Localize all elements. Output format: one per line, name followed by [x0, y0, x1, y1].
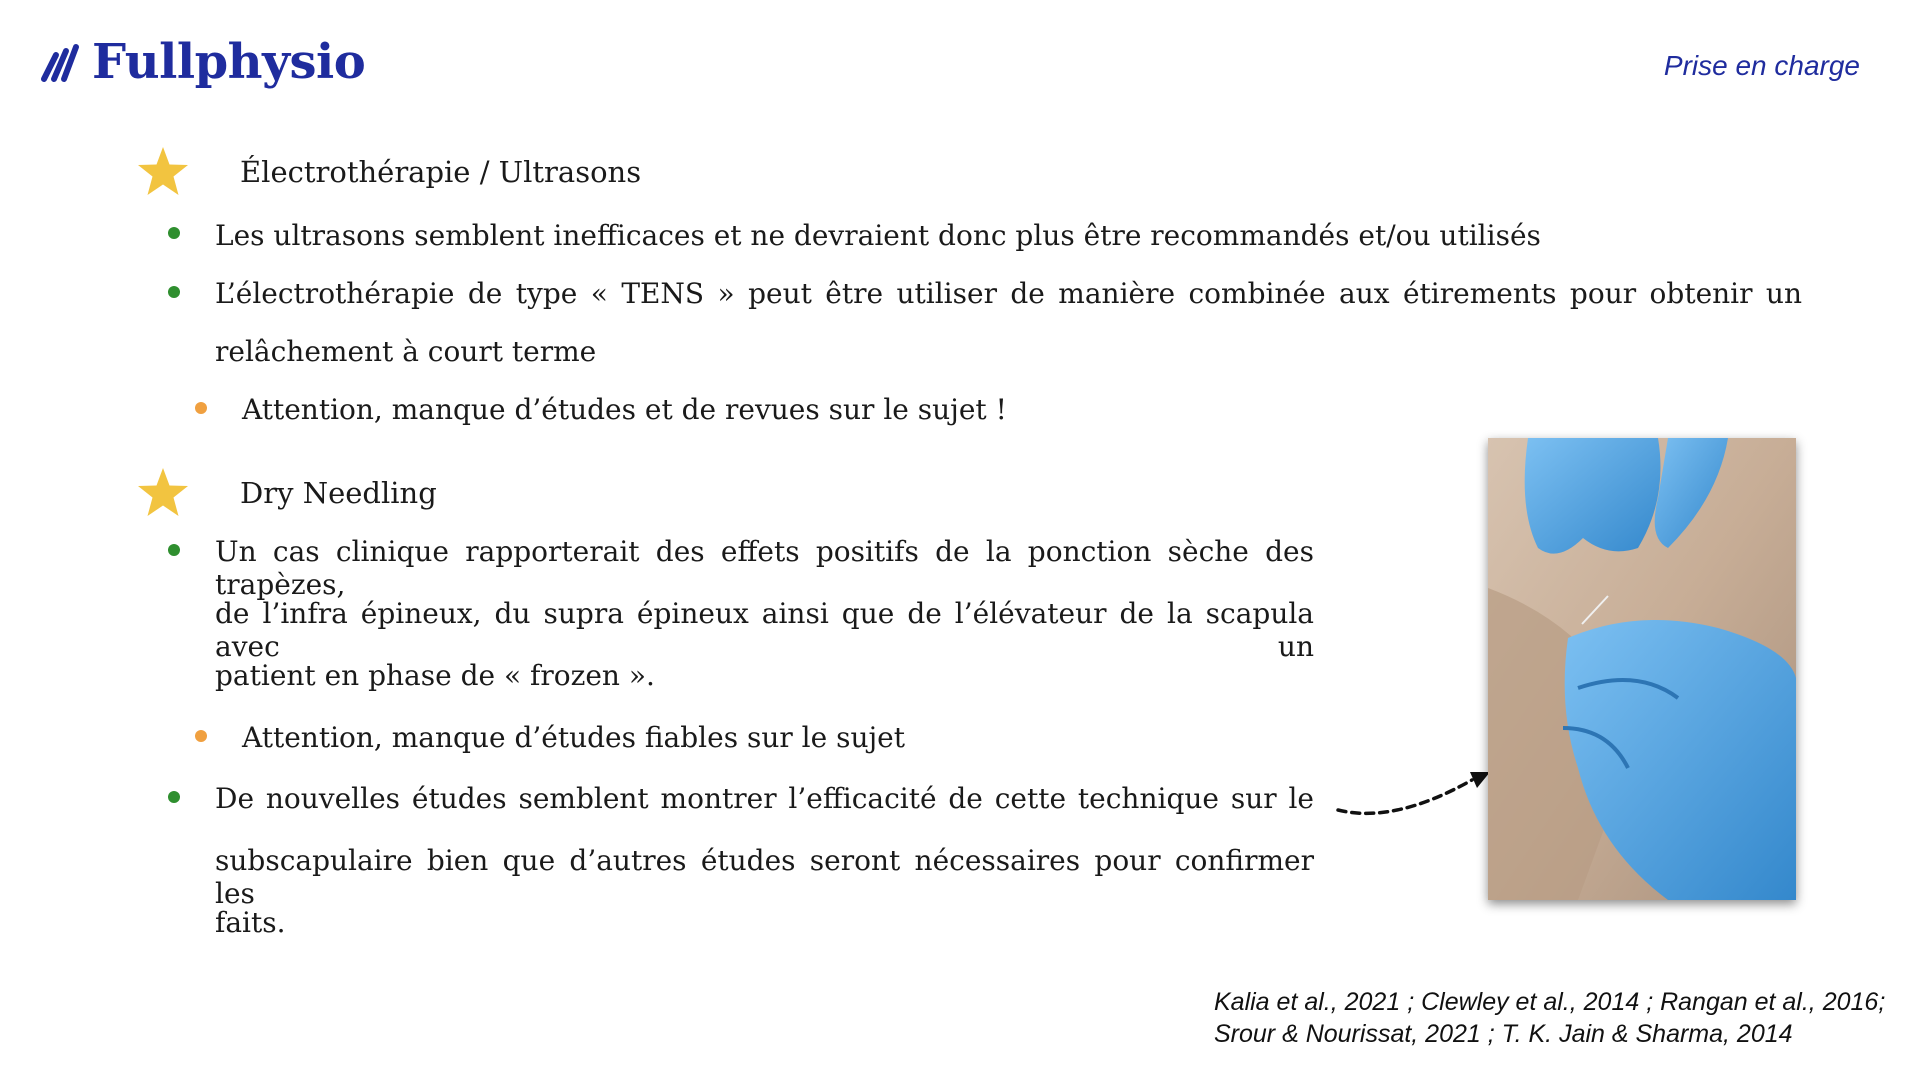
bullet-subscapulaire-line3: faits. — [215, 906, 286, 939]
sub-bullet-dot-icon — [195, 402, 207, 414]
brand-slashes-icon — [38, 39, 80, 85]
references-line2: Srour & Nourissat, 2021 ; T. K. Jain & Sharma, 2014 — [1214, 1020, 1793, 1048]
dashed-arrow-icon — [1334, 762, 1494, 822]
sub-bullet-warning-2: Attention, manque d’études fiables sur le sujet — [242, 721, 905, 754]
bullet-subscapulaire-line1: De nouvelles études semblent montrer l’efficacité de cette technique sur le — [215, 782, 1314, 815]
bullet-tens-line1: L’électrothérapie de type « TENS » peut être utiliser de manière combinée aux étirements pour obtenir un — [215, 277, 1802, 310]
heading-electrotherapie — [136, 145, 641, 199]
heading-dry-needling — [136, 466, 437, 520]
bullet-cas-clinique-line3: patient en phase de « frozen ». — [215, 659, 655, 692]
bullet-dot-icon — [168, 286, 180, 298]
heading-text: Électrothérapie / Ultrasons — [240, 154, 642, 189]
bullet-ultrasons: Les ultrasons semblent inefficaces et ne devraient donc plus être recommandés et/ou utilisés — [215, 219, 1541, 252]
star-icon — [136, 145, 190, 199]
bullet-subscapulaire-line2: subscapulaire bien que d’autres études seront nécessaires pour confirmer les — [215, 844, 1314, 910]
bullet-cas-clinique-line2: de l’infra épineux, du supra épineux ainsi que de l’élévateur de la scapula avec un — [215, 597, 1314, 663]
bullet-dot-icon — [168, 227, 180, 239]
brand-name: Fullphysio — [92, 34, 366, 90]
sub-bullet-dot-icon — [195, 730, 207, 742]
references-line1: Kalia et al., 2021 ; Clewley et al., 2014 ; Rangan et al., 2016; — [1214, 988, 1886, 1016]
brand-logo — [38, 30, 365, 94]
bullet-dot-icon — [168, 544, 180, 556]
star-icon — [136, 466, 190, 520]
dry-needling-photo — [1488, 438, 1796, 900]
section-title: Prise en charge — [1663, 50, 1860, 81]
bullet-cas-clinique-line1: Un cas clinique rapporterait des effets positifs de la ponction sèche des trapèzes, — [215, 535, 1314, 601]
references — [1214, 986, 1885, 1050]
bullet-dot-icon — [168, 791, 180, 803]
sub-bullet-warning-1: Attention, manque d’études et de revues sur le sujet ! — [242, 393, 1007, 426]
heading-text: Dry Needling — [240, 475, 437, 510]
bullet-tens-line2: relâchement à court terme — [215, 335, 597, 368]
